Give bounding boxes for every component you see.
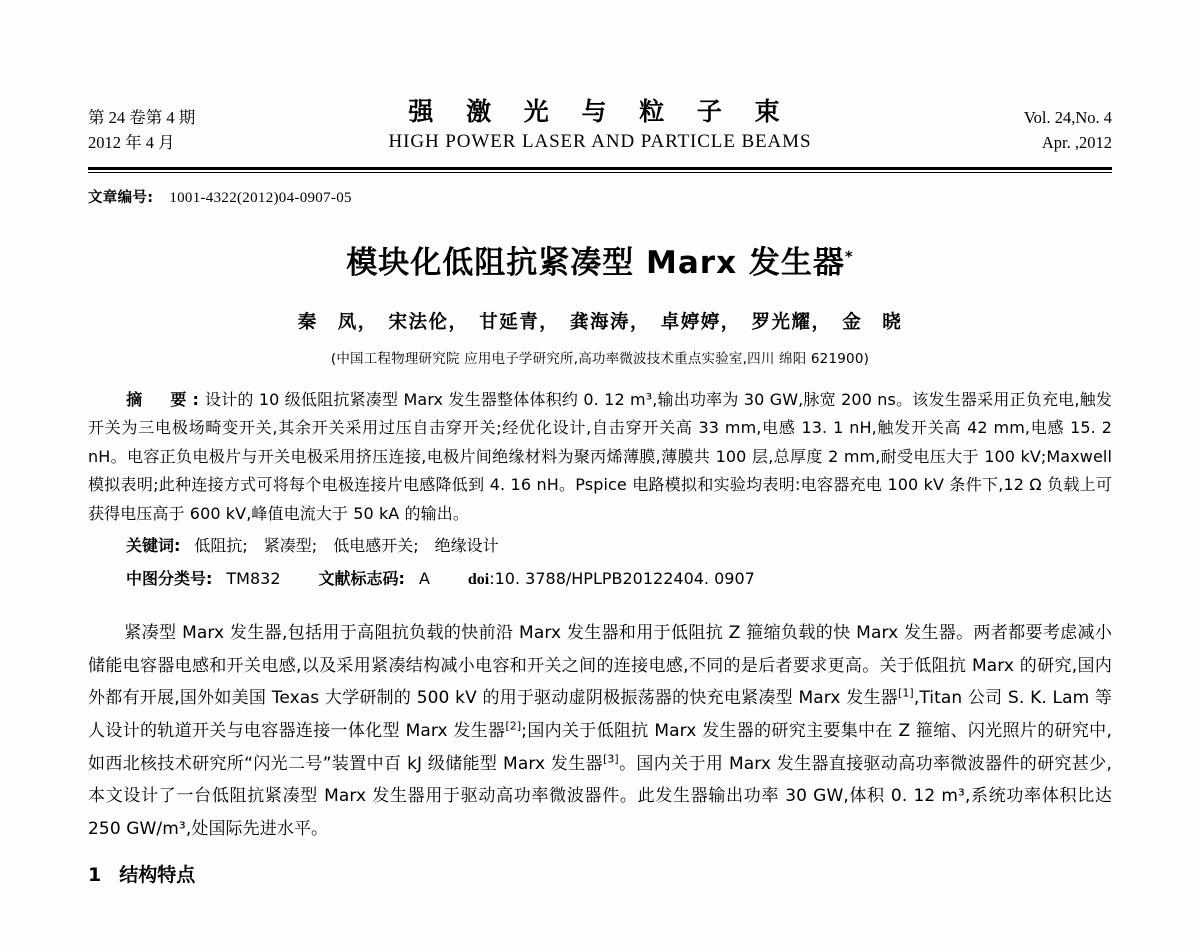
section-number: 1 — [88, 863, 102, 886]
doi-label: doi — [467, 570, 490, 588]
journal-title-english: HIGH POWER LASER AND PARTICLE BEAMS — [388, 131, 812, 153]
masthead-volume-issue — [88, 105, 238, 156]
abstract-label: 摘 要: — [126, 389, 205, 409]
masthead-volume-issue-en — [962, 105, 1112, 156]
masthead-divider — [88, 167, 1112, 173]
classification-line — [88, 565, 1112, 594]
doc-code-label: 文献标志码: — [318, 568, 405, 588]
abstract-block — [88, 386, 1112, 528]
keywords-value: 低阻抗; 紧凑型; 低电感开关; 绝缘设计 — [194, 536, 499, 556]
article-number-value: 1001-4322(2012)04-0907-05 — [169, 189, 352, 206]
clc-value: TM832 — [226, 568, 281, 588]
author-affiliation: (中国工程物理研究院 应用电子学研究所,高功率微波技术重点实验室,四川 绵阳 621900) — [330, 350, 870, 367]
masthead-date-line-en: Apr. ,2012 — [1041, 133, 1112, 153]
masthead-journal-name — [238, 96, 962, 156]
article-number — [88, 186, 1112, 207]
masthead-volume-line: 第 24 卷第 4 期 — [88, 107, 196, 127]
page-title-text: 模块化低阻抗紧凑型 Marx 发生器 — [346, 244, 845, 281]
author-list: 秦 凤， 宋法伦， 甘延青， 龚海涛， 卓婷婷， 罗光耀， 金 晓 — [297, 311, 903, 333]
keywords-line — [88, 532, 1112, 560]
journal-masthead — [88, 0, 1112, 156]
title-footnote-marker: * — [844, 247, 854, 266]
masthead-volume-line-en: Vol. 24,No. 4 — [1023, 107, 1112, 127]
paragraph-text: 紧凑型 Marx 发生器,包括用于高阻抗负载的快前沿 Marx 发生器和用于低阻抗 Z 箍缩负载的快 Marx 发生器。两者都要考虑减小储能电容器电感和开关电感,以及采用紧凑结构减小电容和开关之间的连接电感,不同的是后者要求更高。关于低阻抗 Marx 的研究,国内外都有开展,国外如美国 Texas 大学研制的 500 kV 的用于驱动虚阴极振荡器的快充电紧凑型 Marx 发生器[1],Titan 公司 S. K. Lam 等人设计的轨道开关与电容器连接一体化型 Marx 发生器[2];国内关于低阻抗 Marx 发生器的研究主要集中在 Z 箍缩、闪光照片的研究中,如西北核技术研究所“闪光二号”装置中百 kJ 级储能型 Marx 发生器[3]。国内关于用 Marx 发生器直接驱动高功率微波器件的研究甚少,本文设计了一台低阻抗紧凑型 Marx 发生器用于驱动高功率微波器件。此发生器输出功率 30 GW,体积 0. 12 m³,系统功率体积比达 250 GW/m³,处国际先进水平。 — [88, 623, 1112, 839]
body-paragraph-1 — [88, 617, 1112, 845]
masthead-date-line: 2012 年 4 月 — [88, 133, 175, 153]
doi-value: :10. 3788/HPLPB20122404. 0907 — [489, 568, 755, 588]
abstract-text: 设计的 10 级低阻抗紧凑型 Marx 发生器整体体积约 0. 12 m³,输出功率为 30 GW,脉宽 200 ns。该发生器采用正负充电,触发开关为三电极场畸变开关,其余开关采用过压自击穿开关;经优化设计,自击穿开关高 33 mm,电感 13. 1 nH,触发开关高 42 mm,电感 15. 2 nH。电容正负电极片与开关电极采用挤压连接,电极片间绝缘材料为聚丙烯薄膜,薄膜共 100 层,总厚度 2 mm,耐受电压大于 100 kV;Maxwell 模拟表明;此种连接方式可将每个电极连接片电感降低到 4. 16 nH。Pspice 电路模拟和实验均表明:电容器充电 100 kV 条件下,12 Ω 负载上可获得电压高于 600 kV,峰值电流大于 50 kA 的输出。 — [88, 389, 1112, 523]
keywords-label: 关键词: — [126, 536, 181, 556]
doc-code-value: A — [418, 568, 430, 588]
journal-title-chinese: 强 激 光 与 粒 子 束 — [408, 97, 792, 126]
article-number-label: 文章编号: — [88, 189, 154, 206]
page-title — [88, 237, 1112, 282]
clc-label: 中图分类号: — [126, 568, 213, 588]
section-title: 结构特点 — [119, 863, 196, 886]
section-heading-1 — [88, 860, 1112, 887]
